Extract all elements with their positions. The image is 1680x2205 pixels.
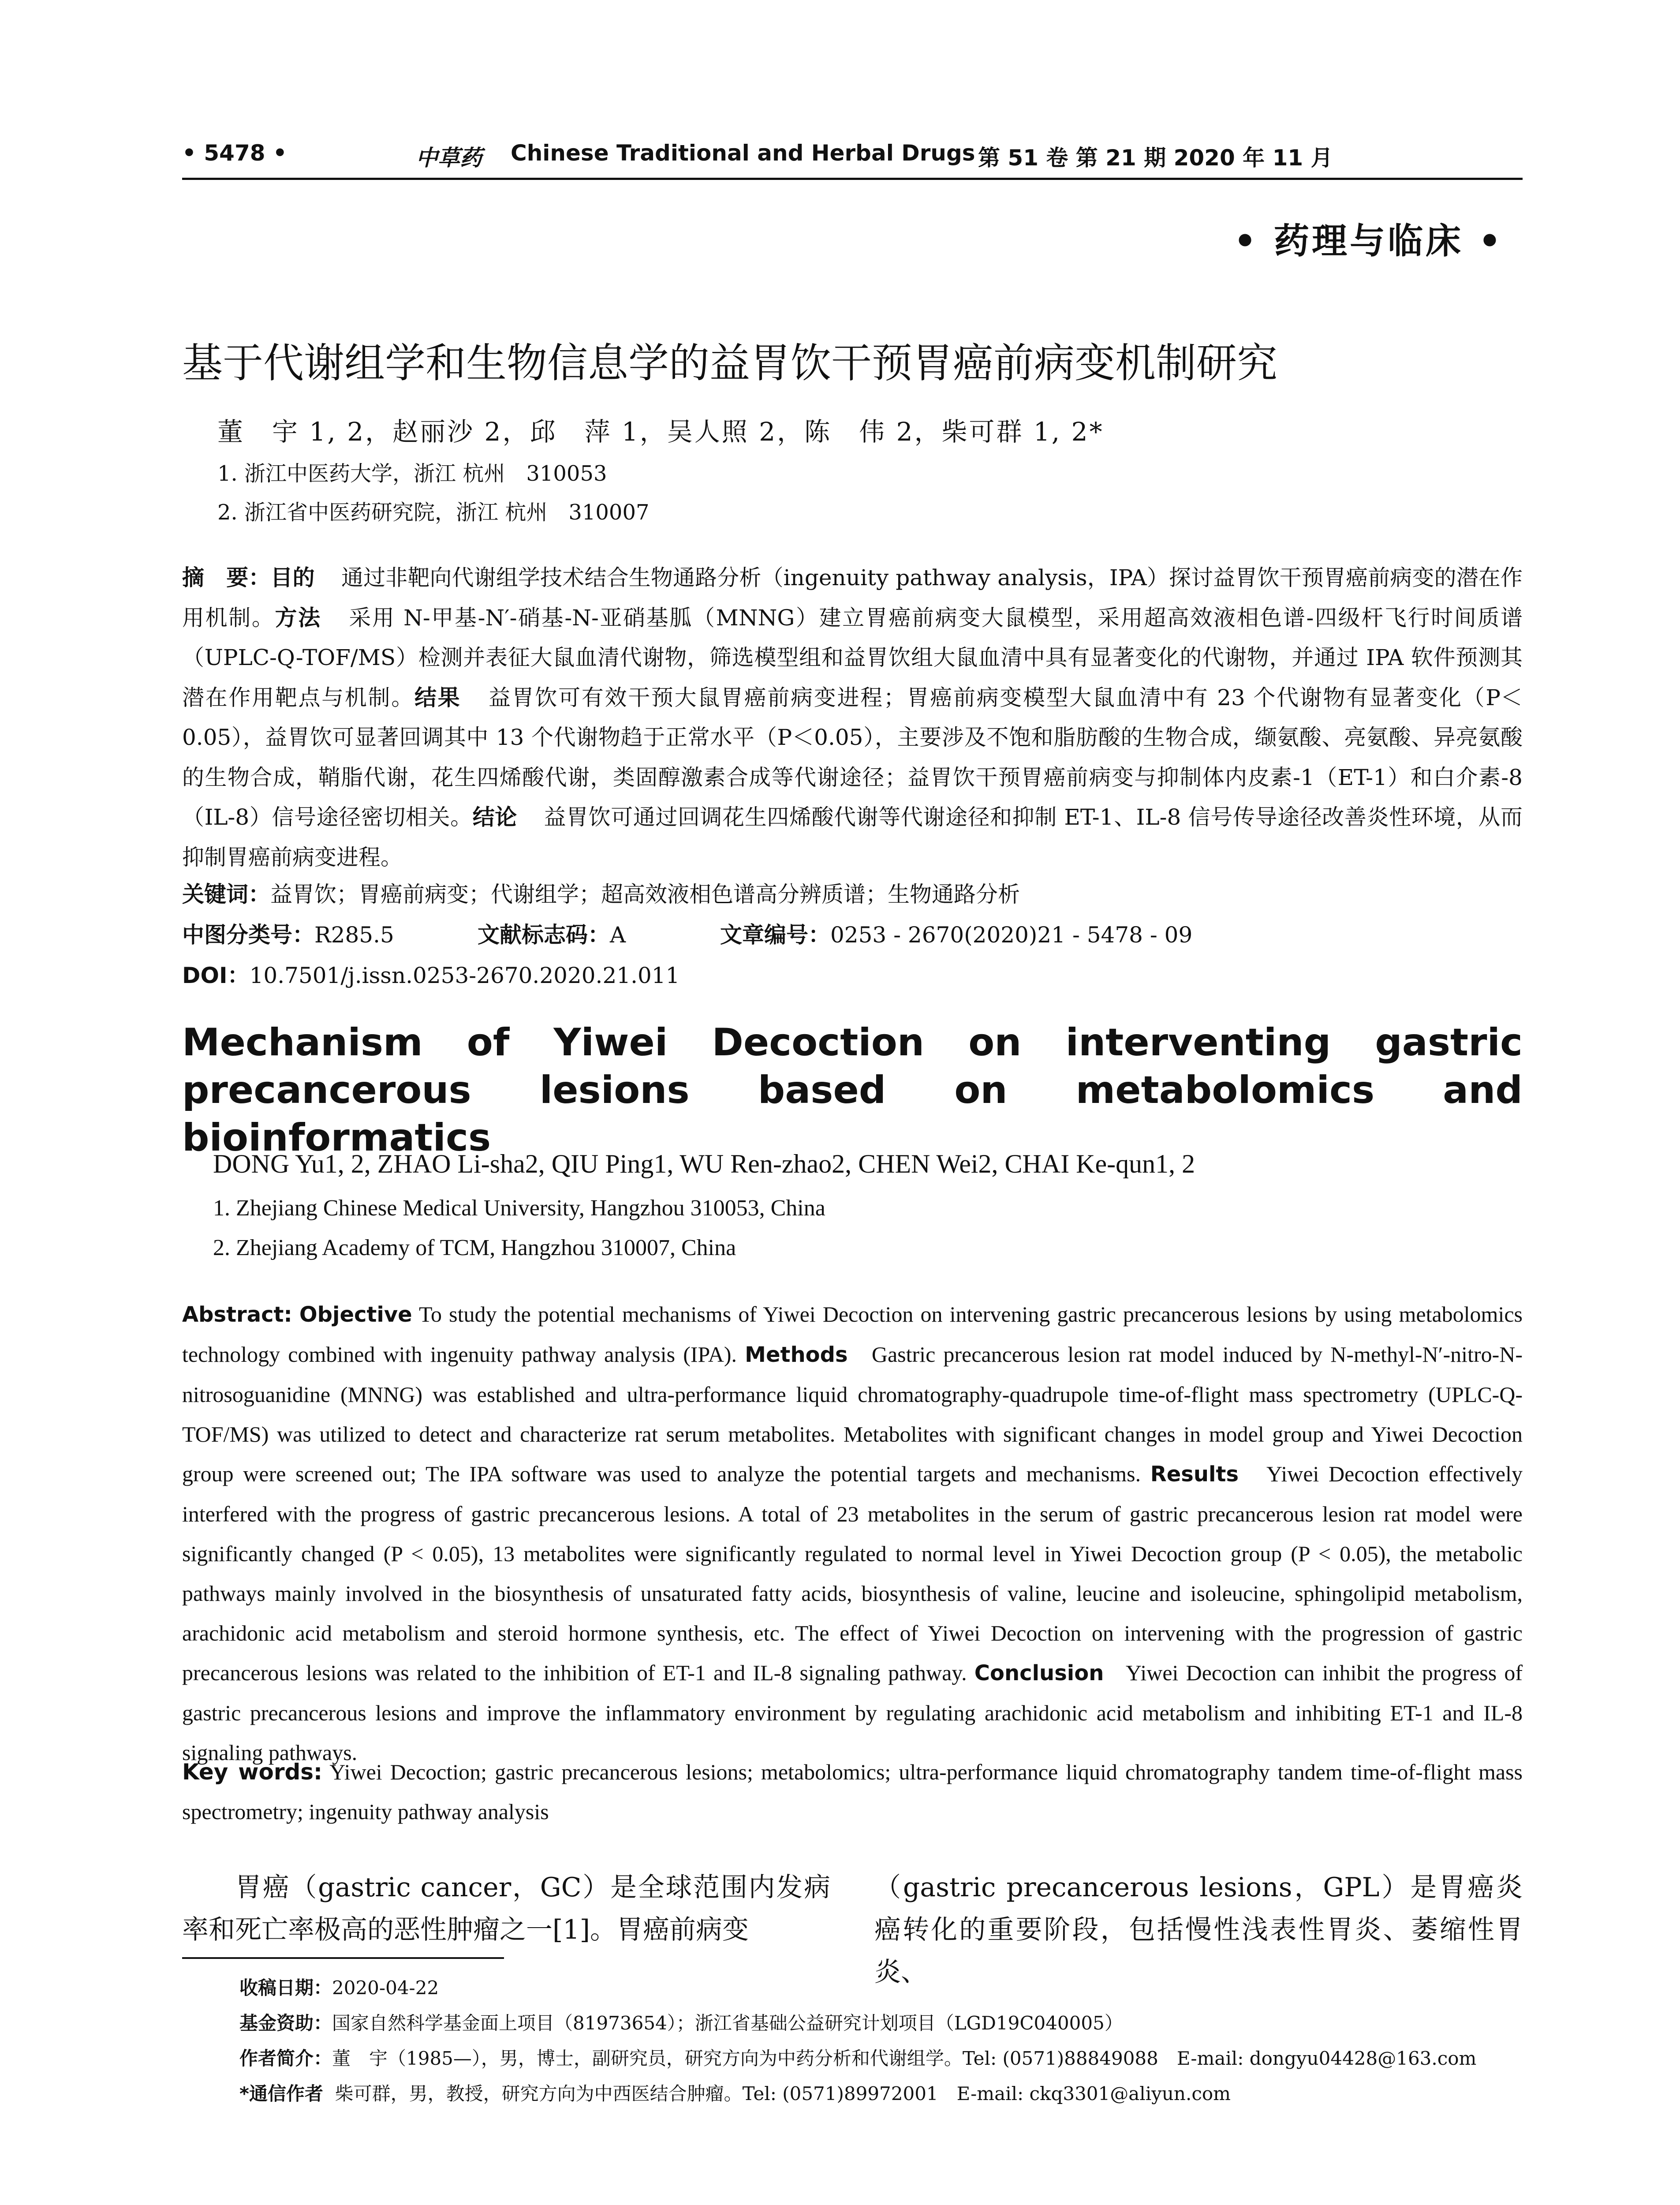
article-no-label: 文章编号： <box>720 922 830 948</box>
abstract-en <box>182 1294 1523 1772</box>
affiliation-cn-1: 1. 浙江中医药大学，浙江 杭州 310053 <box>217 461 607 486</box>
keywords-cn <box>182 877 1020 908</box>
keywords-en-label: Key words: <box>182 1759 323 1785</box>
header-rule <box>182 178 1523 180</box>
abstract-en-label: Abstract: <box>182 1302 292 1327</box>
journal-name-en: Chinese Traditional and Herbal Drugs <box>511 140 975 166</box>
abstract-cn-methods-label: 方法 <box>275 605 321 631</box>
abstract-cn-results-label: 结果 <box>414 684 461 710</box>
article-no-value: 0253 - 2670(2020)21 - 5478 - 09 <box>830 922 1193 948</box>
classification-line <box>182 917 1523 948</box>
doi-value: 10.7501/j.issn.0253-2670.2020.21.011 <box>249 963 680 988</box>
affiliation-en-1: 1. Zhejiang Chinese Medical University, Hangzhou 310053, China <box>213 1196 825 1221</box>
abstract-cn-results: 益胃饮可有效干预大鼠胃癌前病变进程；胃癌前病变模型大鼠血清中有 23 个代谢物有显著变化（P＜0.05），益胃饮可显著回调其中 13 个代谢物趋于正常水平（P＜0.05），主要涉及不饱和脂肪酸的生物合成，缬氨酸、亮氨酸、异亮氨酸的生物合成，鞘脂代谢，花生四烯酸代谢，类固醇激素合成等代谢途径；益胃饮干预胃癌前病变与抑制体内皮素-1（ET-1）和白介素-8（IL-8）信号途径密切相关。 <box>182 684 1523 830</box>
running-header <box>182 140 1523 176</box>
doc-code-value: A <box>610 922 626 948</box>
abstract-en-results: Yiwei Decoction effectively interfered with the progress of gastric precancerous lesions. A total of 23 metabolites in the serum of gastric precancerous lesion rat model were significantly changed (P < 0.05), 13 metabolites were significantly regulated to normal level in Yiwei Decoction group (P < 0.05), the metabolic pathways mainly involved in the biosynthesis of unsaturated fatty acids, biosynthesis of valine, leucine and isoleucine, sphingolipid metabolism, arachidonic acid metabolism and steroid hormone synthesis, etc. The effect of Yiwei Decoction on intervening with the progression of gastric precancerous lesions was related to the inhibition of ET-1 and IL-8 signaling pathway. <box>182 1461 1523 1685</box>
abstract-en-objective: To study the potential mechanisms of Yiwei Decoction on intervening gastric precancerous lesions by using metabolomics technology combined with ingenuity pathway analysis (IPA). <box>182 1302 1523 1367</box>
abstract-en-methods-label: Methods <box>745 1342 848 1367</box>
abstract-en-results-label: Results <box>1150 1462 1239 1487</box>
title-en: Mechanism of Yiwei Decoction on interventing gastric precancerous lesions based on metabolomics and bioinformatics <box>182 1020 1523 1160</box>
keywords-cn-text: 益胃饮；胃癌前病变；代谢组学；超高效液相色谱高分辨质谱；生物通路分析 <box>270 882 1020 907</box>
footnote-received <box>239 1973 439 2000</box>
body-column-left: 胃癌（gastric cancer，GC）是全球范围内发病率和死亡率极高的恶性肿瘤之一[1]。胃癌前病变 <box>182 1872 830 1945</box>
footnote-funding <box>239 2009 1123 2035</box>
footnote-author-bio <box>239 2044 1476 2070</box>
section-label: • 药理与临床 • <box>1234 220 1504 262</box>
abstract-cn-conclusion-label: 结论 <box>472 804 517 830</box>
abstract-en-conclusion-label: Conclusion <box>974 1661 1104 1686</box>
journal-name-cn: 中草药 <box>416 145 482 171</box>
keywords-en-text: Yiwei Decoction; gastric precancerous lesions; metabolomics; ultra-performance liquid chromatography tandem time-of-flight mass spectrometry; ingenuity pathway analysis <box>182 1760 1523 1824</box>
page-number: • 5478 • <box>182 140 287 166</box>
body-column-right: （gastric precancerous lesions，GPL）是胃癌炎癌转化的重要阶段，包括慢性浅表性胃炎、萎缩性胃炎、 <box>874 1872 1523 1988</box>
footnote-author-bio-text: 董 宇（1985—），男，博士，副研究员，研究方向为中药分析和代谢组学。Tel: (0571)88849088 E-mail: dongyu04428@163.com <box>332 2048 1477 2069</box>
footnote-funding-text: 国家自然科学基金面上项目（81973654）；浙江省基础公益研究计划项目（LGD19C040005） <box>332 2012 1123 2034</box>
abstract-en-objective-label: Objective <box>299 1302 412 1327</box>
abstract-cn-methods: 采用 N-甲基-N′-硝基-N-亚硝基胍（MNNG）建立胃癌前病变大鼠模型，采用超高效液相色谱-四级杆飞行时间质谱（UPLC-Q-TOF/MS）检测并表征大鼠血清代谢物，筛选模型组和益胃饮组大鼠血清中具有显著变化的代谢物，并通过 IPA 软件预测其潜在作用靶点与机制。 <box>182 605 1523 710</box>
doi-line <box>182 958 679 990</box>
abstract-cn-conclusion: 益胃饮可通过回调花生四烯酸代谢等代谢途径和抑制 ET-1、IL-8 信号传导途径改善炎性环境，从而抑制胃癌前病变进程。 <box>182 804 1523 870</box>
keywords-cn-label: 关键词： <box>182 882 270 907</box>
footnote-received-text: 2020-04-22 <box>332 1977 439 1999</box>
clc-label: 中图分类号： <box>182 922 314 948</box>
authors-en: DONG Yu1, 2, ZHAO Li-sha2, QIU Ping1, WU Ren-zhao2, CHEN Wei2, CHAI Ke-qun1, 2 <box>213 1149 1195 1178</box>
affiliation-cn-2: 2. 浙江省中医药研究院，浙江 杭州 310007 <box>217 500 650 525</box>
doc-code-label: 文献标志码： <box>478 922 610 948</box>
issue-info: 第 51 卷 第 21 期 2020 年 11 月 <box>978 145 1333 171</box>
footnote-funding-label: 基金资助： <box>239 2012 332 2034</box>
abstract-cn-objective-label: 目的 <box>270 565 315 590</box>
footnote-corresponding-text: 柴可群，男，教授，研究方向为中西医结合肿瘤。Tel: (0571)89972001 E-mail: ckq3301@aliyun.com <box>335 2083 1231 2104</box>
footnote-rule <box>182 1957 504 1959</box>
footnote-received-label: 收稿日期： <box>239 1977 332 1999</box>
authors-cn: 董 宇 1, 2，赵丽沙 2，邱 萍 1，吴人照 2，陈 伟 2，柴可群 1, 2* <box>217 417 1104 447</box>
keywords-en <box>182 1752 1523 1831</box>
abstract-en-methods: Gastric precancerous lesion rat model induced by N-methyl-N′-nitro-N-nitrosoguanidine (MNNG) was established and ultra-performance liquid chromatography-quadrupole time-of-flight mass spectrometry (UPLC-Q-TOF/MS) was utilized to detect and characterize rat serum metabolites. Metabolites with significant changes in model group and Yiwei Decoction group were screened out; The IPA software was used to analyze the potential targets and mechanisms. <box>182 1342 1523 1486</box>
abstract-cn <box>182 558 1523 877</box>
footnote-corresponding <box>239 2079 1231 2106</box>
title-cn: 基于代谢组学和生物信息学的益胃饮干预胃癌前病变机制研究 <box>182 340 1278 387</box>
footnote-author-bio-label: 作者简介： <box>239 2048 332 2069</box>
abstract-cn-label: 摘 要： <box>182 565 271 590</box>
clc-value: R285.5 <box>314 922 394 948</box>
abstract-en-conclusion: Yiwei Decoction can inhibit the progress of gastric precancerous lesions and improve the inflammatory environment by regulating arachidonic acid metabolism and inhibiting ET-1 and IL-8 signaling pathways. <box>182 1660 1523 1765</box>
footnote-corresponding-label: *通信作者 <box>239 2083 323 2104</box>
doi-label: DOI： <box>182 963 250 988</box>
abstract-cn-objective: 通过非靶向代谢组学技术结合生物通路分析（ingenuity pathway analysis，IPA）探讨益胃饮干预胃癌前病变的潜在作用机制。 <box>182 565 1523 631</box>
affiliation-en-2: 2. Zhejiang Academy of TCM, Hangzhou 310007, China <box>213 1235 736 1260</box>
